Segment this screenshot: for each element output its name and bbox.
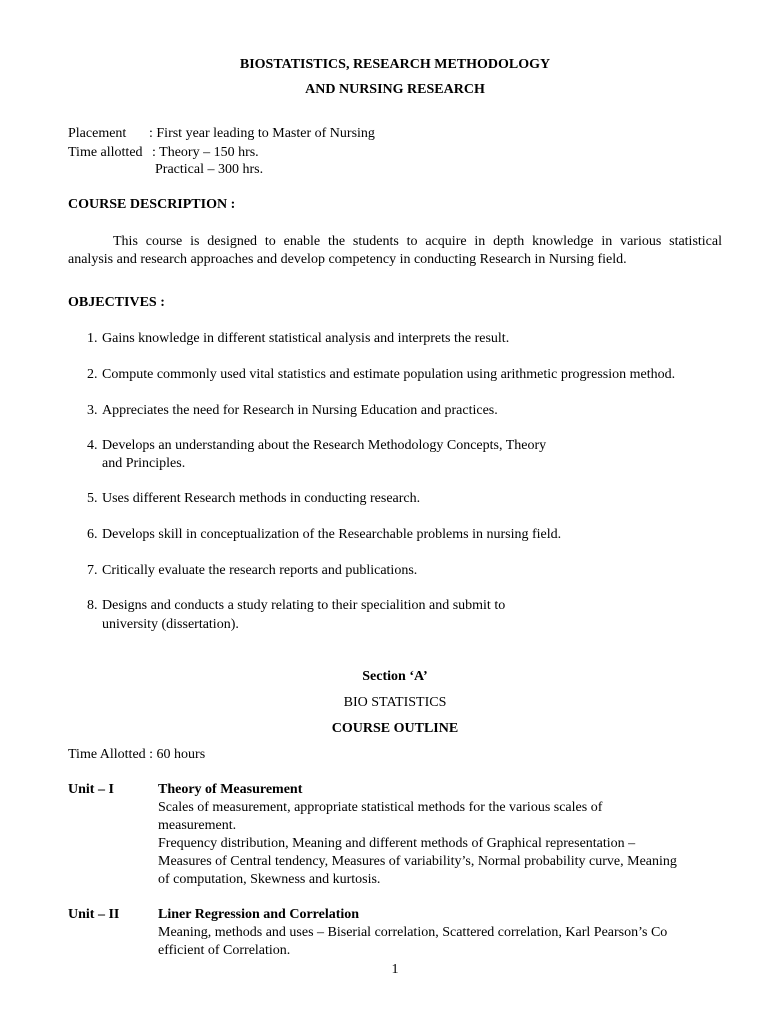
unit-label: Unit – I	[68, 782, 114, 797]
objective-number: 2.	[87, 367, 98, 382]
objectives-heading: OBJECTIVES :	[68, 295, 165, 310]
objective-number: 6.	[87, 527, 98, 542]
unit-content-line: Scales of measurement, appropriate statistical methods for the various scales of	[158, 800, 603, 815]
section-title: Section ‘A’	[362, 669, 428, 684]
objective-text: Gains knowledge in different statistical analysis and interprets the result.	[102, 331, 510, 346]
objective-text-continued: and Principles.	[102, 456, 186, 471]
unit-content-line: Meaning, methods and uses – Biserial correlation, Scattered correlation, Karl Pearson’s Co	[158, 925, 668, 940]
placement-value: : First year leading to Master of Nursing	[149, 126, 375, 141]
unit-content-line: Frequency distribution, Meaning and different methods of Graphical representation –	[158, 836, 636, 851]
unit-title: Theory of Measurement	[158, 782, 303, 797]
unit-title: Liner Regression and Correlation	[158, 907, 360, 922]
objective-text: Develops skill in conceptualization of the Researchable problems in nursing field.	[102, 527, 562, 542]
objective-number: 8.	[87, 598, 98, 613]
objective-number: 3.	[87, 403, 98, 418]
time-allotted-practical: Practical – 300 hrs.	[155, 162, 264, 177]
unit-label: Unit – II	[68, 907, 120, 922]
page-number: 1	[391, 962, 399, 977]
objective-text: Develops an understanding about the Research Methodology Concepts, Theory	[102, 438, 547, 453]
placement-label: Placement	[68, 126, 127, 141]
objective-number: 5.	[87, 491, 98, 506]
objective-text: Critically evaluate the research reports and publications.	[102, 563, 418, 578]
section-subtitle: BIO STATISTICS	[343, 695, 447, 710]
objective-text: Compute commonly used vital statistics and estimate population using arithmetic progression method.	[102, 367, 676, 382]
document-title-line-1: BIOSTATISTICS, RESEARCH METHODOLOGY	[239, 57, 551, 72]
unit-content-line: of computation, Skewness and kurtosis.	[158, 872, 381, 887]
course-description-line-2: analysis and research approaches and develop competency in conducting Research in Nursing field.	[68, 252, 627, 267]
time-allotted-theory: : Theory – 150 hrs.	[152, 145, 259, 160]
objective-number: 1.	[87, 331, 98, 346]
unit-content-line: Measures of Central tendency, Measures of variability’s, Normal probability curve, Meaning	[158, 854, 677, 869]
objective-text: Appreciates the need for Research in Nursing Education and practices.	[102, 403, 498, 418]
time-allotted-label: Time allotted	[68, 145, 143, 160]
section-time-allotted: Time Allotted : 60 hours	[68, 747, 206, 762]
objective-number: 4.	[87, 438, 98, 453]
objective-text: Designs and conducts a study relating to their specialition and submit to	[102, 598, 506, 613]
objective-text: Uses different Research methods in conducting research.	[102, 491, 421, 506]
unit-content-line: measurement.	[158, 818, 237, 833]
objective-number: 7.	[87, 563, 98, 578]
unit-content-line: efficient of Correlation.	[158, 943, 291, 958]
course-outline-heading: COURSE OUTLINE	[331, 721, 459, 736]
course-description-line-1: This course is designed to enable the students to acquire in depth knowledge in various statistical	[113, 234, 722, 249]
document-title-line-2: AND NURSING RESEARCH	[305, 82, 485, 97]
course-description-heading: COURSE DESCRIPTION :	[68, 197, 236, 212]
objective-text-continued: university (dissertation).	[102, 617, 239, 632]
